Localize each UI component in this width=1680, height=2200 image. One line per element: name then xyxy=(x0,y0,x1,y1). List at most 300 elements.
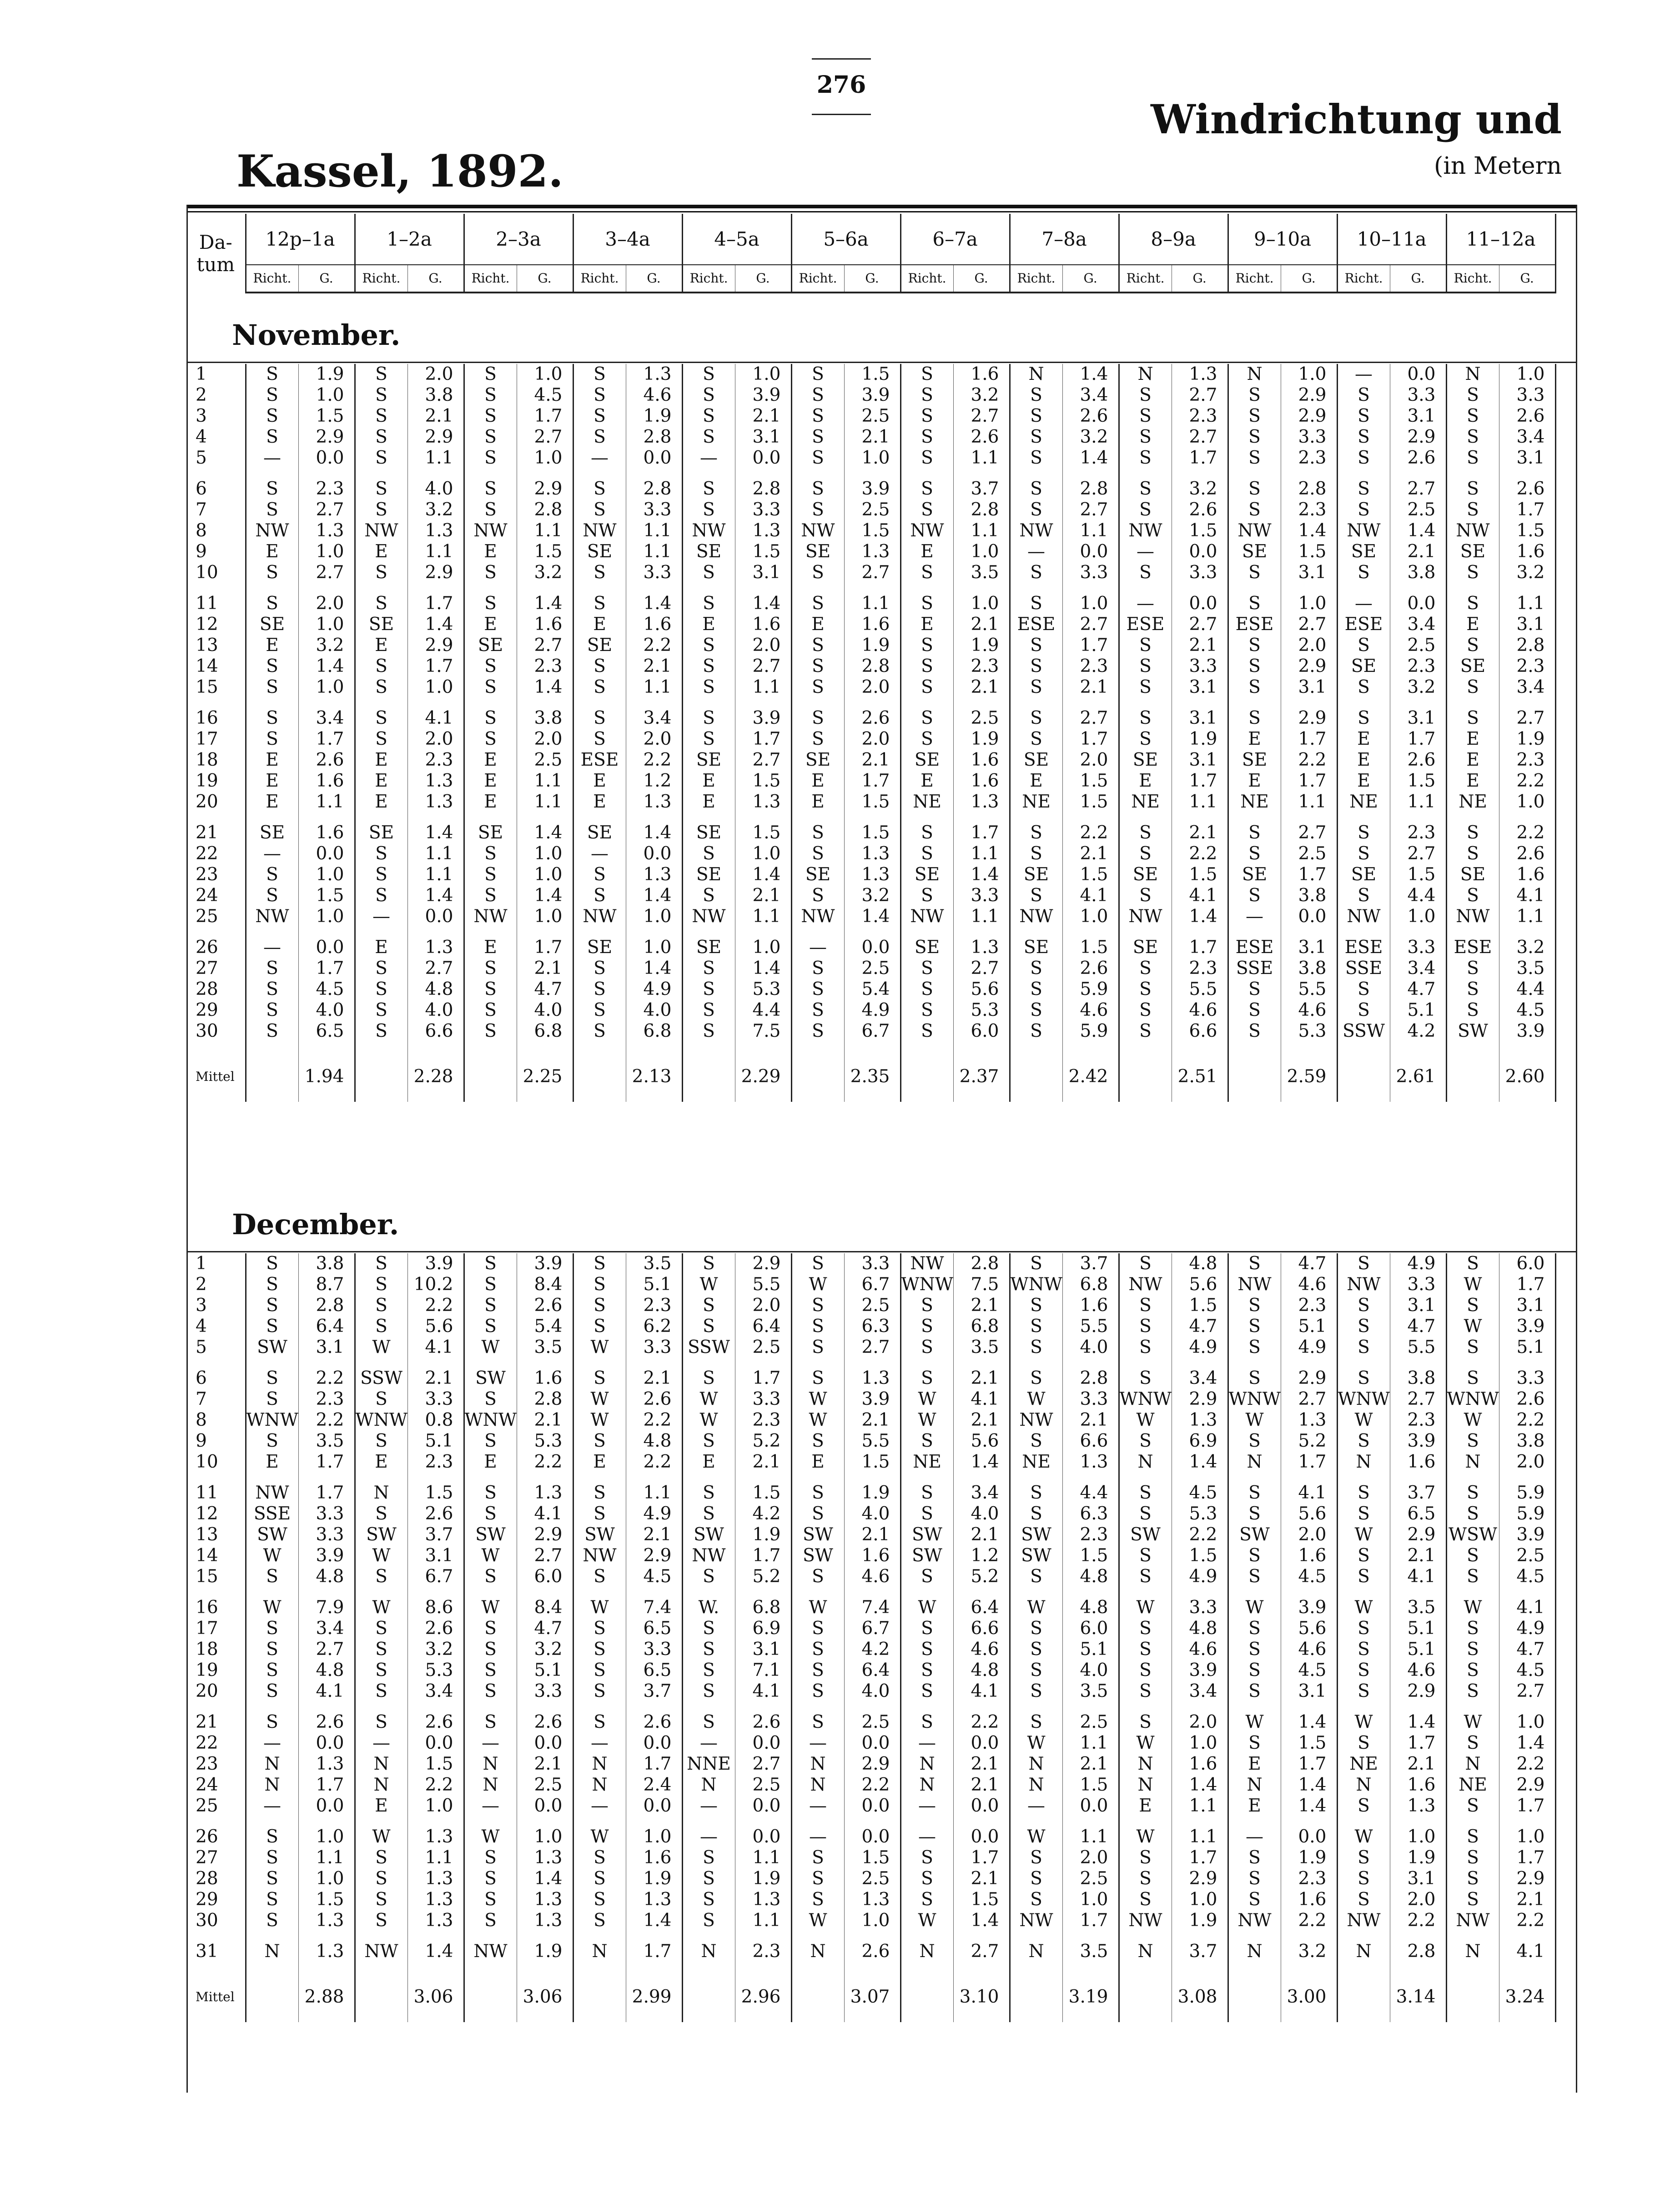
spacer-cell xyxy=(407,583,464,593)
direction-cell: E xyxy=(355,750,407,771)
direction-cell: S xyxy=(464,864,517,885)
richt-subheader: Richt. xyxy=(791,265,844,293)
direction-cell: S xyxy=(355,593,407,614)
speed-cell: 1.6 xyxy=(953,750,1010,771)
speed-cell: 1.0 xyxy=(298,677,355,698)
speed-cell: 2.9 xyxy=(1390,1681,1446,1702)
direction-cell: E xyxy=(355,792,407,812)
speed-cell: 2.1 xyxy=(844,427,900,448)
direction-cell: S xyxy=(1337,822,1390,843)
speed-cell: 1.5 xyxy=(844,1452,900,1473)
direction-cell: SE xyxy=(900,750,953,771)
speed-cell: 4.0 xyxy=(953,1504,1010,1524)
richt-subheader: Richt. xyxy=(1337,265,1390,293)
direction-cell: N xyxy=(1119,1941,1172,1962)
speed-cell: 2.5 xyxy=(1281,843,1337,864)
direction-cell: S xyxy=(464,843,517,864)
speed-cell: 1.5 xyxy=(1499,520,1555,541)
day-cell: 24 xyxy=(186,885,246,906)
spacer-cell xyxy=(573,1473,626,1483)
speed-cell: 2.0 xyxy=(407,729,464,750)
direction-cell: ESE xyxy=(1228,937,1281,958)
direction-cell: W xyxy=(900,1389,953,1410)
mittel-label: Mittel xyxy=(186,1052,246,1102)
spacer-cell xyxy=(1172,1702,1228,1712)
direction-cell: SSW xyxy=(1337,1021,1390,1042)
spacer-cell xyxy=(1281,698,1337,708)
direction-cell: S xyxy=(1446,1868,1499,1889)
direction-cell: S xyxy=(682,843,735,864)
direction-cell: N xyxy=(1119,1452,1172,1473)
spacer-cell xyxy=(1119,583,1172,593)
spacer-cell xyxy=(900,1358,953,1368)
spacer-cell xyxy=(1228,1817,1281,1827)
speed-cell: 2.7 xyxy=(735,750,791,771)
richt-subheader: Richt. xyxy=(682,265,735,293)
speed-cell: 1.0 xyxy=(626,937,682,958)
direction-cell: SE xyxy=(1010,750,1062,771)
speed-cell: 1.0 xyxy=(1390,1827,1446,1847)
direction-cell: S xyxy=(464,1021,517,1042)
speed-cell: 1.5 xyxy=(1172,1295,1228,1316)
direction-cell: S xyxy=(573,1847,626,1868)
speed-cell: 1.0 xyxy=(735,937,791,958)
speed-cell: 2.8 xyxy=(735,479,791,500)
speed-cell: 4.1 xyxy=(1281,1483,1337,1504)
speed-cell: 3.1 xyxy=(298,1337,355,1358)
spacer-cell xyxy=(1172,812,1228,822)
speed-cell: 1.5 xyxy=(1172,864,1228,885)
direction-cell: S xyxy=(246,1660,298,1681)
table-top-rule xyxy=(186,205,1577,208)
direction-cell: S xyxy=(1446,1889,1499,1910)
spacer-cell xyxy=(953,812,1010,822)
direction-cell: NNE xyxy=(682,1754,735,1775)
direction-cell: E xyxy=(682,771,735,792)
direction-cell: S xyxy=(1010,885,1062,906)
day-cell: 27 xyxy=(186,1847,246,1868)
speed-cell: 4.8 xyxy=(407,979,464,1000)
hour-header: 1–2a xyxy=(355,214,464,265)
direction-cell: — xyxy=(791,937,844,958)
speed-cell: 6.2 xyxy=(626,1316,682,1337)
spacer-cell xyxy=(1119,812,1172,822)
spacer-cell xyxy=(246,583,298,593)
spacer-cell xyxy=(407,1817,464,1827)
mittel-empty xyxy=(1446,1052,1499,1102)
speed-cell: 1.5 xyxy=(1062,771,1119,792)
direction-cell: S xyxy=(1446,593,1499,614)
spacer-cell xyxy=(1062,1587,1119,1597)
spacer-cell xyxy=(246,469,298,479)
direction-cell: SE xyxy=(1228,541,1281,562)
station-title: Kassel, 1892. xyxy=(236,146,563,197)
table-row xyxy=(186,1754,1555,1775)
speed-cell: 6.5 xyxy=(626,1660,682,1681)
direction-cell: S xyxy=(246,406,298,427)
speed-cell: 2.1 xyxy=(735,1452,791,1473)
speed-cell: 1.7 xyxy=(735,1368,791,1389)
richt-subheader: Richt. xyxy=(355,265,407,293)
direction-cell: E xyxy=(355,937,407,958)
speed-cell: 3.3 xyxy=(735,500,791,520)
speed-cell: 2.7 xyxy=(735,656,791,677)
direction-cell: S xyxy=(1446,562,1499,583)
speed-cell: 1.1 xyxy=(953,448,1010,469)
spacer-cell xyxy=(1337,1931,1390,1941)
mittel-empty xyxy=(1228,1972,1281,2022)
direction-cell: S xyxy=(1446,822,1499,843)
spacer-cell xyxy=(626,583,682,593)
direction-cell: S xyxy=(1337,1545,1390,1566)
speed-cell: 1.1 xyxy=(1062,520,1119,541)
speed-cell: 2.5 xyxy=(844,406,900,427)
direction-cell: NE xyxy=(1119,792,1172,812)
speed-cell: 3.4 xyxy=(1390,958,1446,979)
direction-cell: S xyxy=(246,1639,298,1660)
spacer-cell xyxy=(900,1962,953,1972)
direction-cell: W xyxy=(1446,1597,1499,1618)
direction-cell: SW xyxy=(1010,1524,1062,1545)
direction-cell: E xyxy=(246,1452,298,1473)
direction-cell: S xyxy=(1446,1431,1499,1452)
mittel-empty xyxy=(1337,1972,1390,2022)
g-subheader: G. xyxy=(844,265,900,293)
direction-cell: NE xyxy=(900,1452,953,1473)
mittel-value: 3.14 xyxy=(1390,1972,1446,2022)
speed-cell: 1.4 xyxy=(1172,1452,1228,1473)
spacer-cell xyxy=(464,469,517,479)
spacer-cell xyxy=(682,583,735,593)
speed-cell: 2.1 xyxy=(626,1524,682,1545)
direction-cell: SE xyxy=(682,541,735,562)
direction-cell: SE xyxy=(573,937,626,958)
direction-cell: S xyxy=(573,1295,626,1316)
direction-cell: S xyxy=(900,1316,953,1337)
direction-cell: S xyxy=(355,958,407,979)
speed-cell: 5.2 xyxy=(735,1431,791,1452)
direction-cell: W xyxy=(1119,1733,1172,1754)
speed-cell: 2.7 xyxy=(735,1754,791,1775)
speed-cell: 2.5 xyxy=(735,1337,791,1358)
spacer-cell xyxy=(1281,1702,1337,1712)
speed-cell: 2.8 xyxy=(517,500,573,520)
speed-cell: 2.6 xyxy=(517,1712,573,1733)
spacer-cell xyxy=(1228,812,1281,822)
direction-cell: NW xyxy=(355,1941,407,1962)
direction-cell: S xyxy=(355,1274,407,1295)
speed-cell: 5.5 xyxy=(844,1431,900,1452)
speed-cell: 6.8 xyxy=(626,1021,682,1042)
speed-cell: 1.3 xyxy=(407,520,464,541)
speed-cell: 4.4 xyxy=(1062,1483,1119,1504)
speed-cell: 3.2 xyxy=(953,385,1010,406)
direction-cell: NW xyxy=(246,520,298,541)
direction-cell: S xyxy=(464,1316,517,1337)
speed-cell: 1.4 xyxy=(1281,1712,1337,1733)
direction-cell: S xyxy=(900,708,953,729)
day-cell: 19 xyxy=(186,1660,246,1681)
day-cell: 29 xyxy=(186,1889,246,1910)
speed-cell: 1.0 xyxy=(1062,906,1119,927)
direction-cell: S xyxy=(900,677,953,698)
direction-cell: NW xyxy=(1337,906,1390,927)
direction-cell: S xyxy=(1228,1660,1281,1681)
speed-cell: 1.3 xyxy=(844,843,900,864)
speed-cell: 2.7 xyxy=(1281,1389,1337,1410)
speed-cell: 2.3 xyxy=(953,656,1010,677)
spacer-cell xyxy=(791,698,844,708)
speed-cell: 1.7 xyxy=(1281,1754,1337,1775)
direction-cell: S xyxy=(791,1337,844,1358)
direction-cell: WNW xyxy=(1010,1274,1062,1295)
speed-cell: 2.2 xyxy=(1172,1524,1228,1545)
hour-header: 12p–1a xyxy=(246,214,355,265)
speed-cell: 5.1 xyxy=(1281,1316,1337,1337)
speed-cell: 6.4 xyxy=(735,1316,791,1337)
speed-cell: 6.6 xyxy=(1062,1431,1119,1452)
direction-cell: E xyxy=(1228,1754,1281,1775)
speed-cell: 2.8 xyxy=(1281,479,1337,500)
spacer-cell xyxy=(1499,812,1555,822)
speed-cell: 4.0 xyxy=(1062,1337,1119,1358)
spacer-cell xyxy=(844,469,900,479)
spacer-cell xyxy=(573,1358,626,1368)
direction-cell: S xyxy=(1228,1295,1281,1316)
richt-subheader: Richt. xyxy=(1446,265,1499,293)
spacer-cell xyxy=(1119,1931,1172,1941)
speed-cell: 1.1 xyxy=(626,677,682,698)
speed-cell: 1.9 xyxy=(1390,1847,1446,1868)
direction-cell: S xyxy=(1446,1681,1499,1702)
direction-cell: SE xyxy=(1119,937,1172,958)
direction-cell: S xyxy=(682,635,735,656)
spacer-cell xyxy=(464,1702,517,1712)
direction-cell: S xyxy=(355,843,407,864)
table-row xyxy=(186,385,1555,406)
direction-cell: SE xyxy=(573,635,626,656)
speed-cell: 2.8 xyxy=(953,1253,1010,1274)
speed-cell: 2.5 xyxy=(953,708,1010,729)
spacer-cell xyxy=(1119,1473,1172,1483)
table-row xyxy=(186,448,1555,469)
day-cell: 10 xyxy=(186,562,246,583)
direction-cell: S xyxy=(1446,1618,1499,1639)
speed-cell: 4.8 xyxy=(298,1566,355,1587)
direction-cell: S xyxy=(246,364,298,385)
direction-cell: S xyxy=(573,864,626,885)
direction-cell: S xyxy=(1010,406,1062,427)
speed-cell: 1.4 xyxy=(626,822,682,843)
speed-cell: 2.1 xyxy=(953,1868,1010,1889)
speed-cell: 4.9 xyxy=(844,1000,900,1021)
direction-cell: S xyxy=(1228,1504,1281,1524)
direction-cell: — xyxy=(464,1733,517,1754)
speed-cell: 1.1 xyxy=(298,1847,355,1868)
speed-cell: 2.0 xyxy=(626,729,682,750)
spacer-cell xyxy=(735,812,791,822)
speed-cell: 4.9 xyxy=(1281,1337,1337,1358)
spacer-cell xyxy=(1390,1702,1446,1712)
speed-cell: 3.7 xyxy=(626,1681,682,1702)
direction-cell: S xyxy=(1119,1316,1172,1337)
spacer-cell xyxy=(355,1587,407,1597)
speed-cell: 2.3 xyxy=(1172,406,1228,427)
direction-cell: S xyxy=(1119,1566,1172,1587)
spacer-cell xyxy=(355,1358,407,1368)
direction-cell: E xyxy=(573,792,626,812)
speed-cell: 4.0 xyxy=(844,1504,900,1524)
g-subheader: G. xyxy=(407,265,464,293)
speed-cell: 3.3 xyxy=(1390,385,1446,406)
direction-cell: W xyxy=(1119,1597,1172,1618)
hour-header: 11–12a xyxy=(1446,214,1555,265)
direction-cell: S xyxy=(1446,385,1499,406)
direction-cell: S xyxy=(900,1337,953,1358)
speed-cell: 1.7 xyxy=(298,1483,355,1504)
speed-cell: 1.7 xyxy=(1390,1733,1446,1754)
direction-cell: WNW xyxy=(901,1274,953,1295)
direction-cell: S xyxy=(1010,1295,1062,1316)
direction-cell: E xyxy=(464,750,517,771)
direction-cell: S xyxy=(791,385,844,406)
speed-cell: 3.1 xyxy=(1281,1681,1337,1702)
direction-cell: S xyxy=(355,1910,407,1931)
direction-cell: S xyxy=(1010,822,1062,843)
spacer-cell xyxy=(791,1587,844,1597)
month-rule-december xyxy=(186,1251,1577,1252)
direction-cell: S xyxy=(246,1316,298,1337)
speed-cell: 1.3 xyxy=(626,864,682,885)
speed-cell: 1.1 xyxy=(1499,906,1555,927)
spacer-cell xyxy=(355,1962,407,1972)
table-row xyxy=(186,708,1555,729)
spacer-cell xyxy=(1172,1931,1228,1941)
direction-cell: S xyxy=(900,1868,953,1889)
spacer-cell xyxy=(682,927,735,937)
speed-cell: 0.0 xyxy=(298,1796,355,1817)
spacer-cell xyxy=(1337,1473,1390,1483)
speed-cell: 3.7 xyxy=(1062,1253,1119,1274)
spacer-cell xyxy=(186,1962,246,1972)
speed-cell: 2.7 xyxy=(517,427,573,448)
speed-cell: 1.7 xyxy=(407,656,464,677)
direction-cell: S xyxy=(1010,1660,1062,1681)
spacer-cell xyxy=(1010,698,1062,708)
speed-cell: 1.7 xyxy=(1062,729,1119,750)
speed-cell: 3.3 xyxy=(298,1504,355,1524)
direction-cell: S xyxy=(900,1566,953,1587)
speed-cell: 4.1 xyxy=(1390,1566,1446,1587)
spacer-cell xyxy=(1446,1587,1499,1597)
spacer-cell xyxy=(682,1042,735,1052)
direction-cell: S xyxy=(246,1868,298,1889)
direction-cell: WNW xyxy=(1338,1389,1390,1409)
direction-cell: — xyxy=(1337,364,1390,385)
spacer-cell xyxy=(1119,1358,1172,1368)
spacer-cell xyxy=(900,812,953,822)
spacer-cell xyxy=(1446,1042,1499,1052)
speed-cell: 1.5 xyxy=(298,885,355,906)
direction-cell: S xyxy=(464,677,517,698)
direction-cell: SE xyxy=(355,614,407,635)
spacer-cell xyxy=(626,1962,682,1972)
speed-cell: 2.8 xyxy=(1062,1368,1119,1389)
speed-cell: 5.3 xyxy=(407,1660,464,1681)
speed-cell: 1.4 xyxy=(735,593,791,614)
direction-cell: S xyxy=(573,656,626,677)
speed-cell: 1.0 xyxy=(298,1868,355,1889)
speed-cell: 2.1 xyxy=(953,614,1010,635)
spacer-cell xyxy=(1499,1702,1555,1712)
direction-cell: S xyxy=(1010,1021,1062,1042)
spacer-cell xyxy=(735,1702,791,1712)
day-cell: 30 xyxy=(186,1910,246,1931)
speed-cell: 1.4 xyxy=(1281,1775,1337,1796)
direction-cell: E xyxy=(355,771,407,792)
spacer-cell xyxy=(844,1702,900,1712)
direction-cell: SW xyxy=(355,1524,407,1545)
direction-cell: SSW xyxy=(682,1337,735,1358)
direction-cell: S xyxy=(791,1868,844,1889)
speed-cell: 5.2 xyxy=(953,1566,1010,1587)
direction-cell: NW xyxy=(1228,520,1281,541)
direction-cell: S xyxy=(791,1681,844,1702)
direction-cell: S xyxy=(682,1681,735,1702)
speed-cell: 2.1 xyxy=(953,1368,1010,1389)
speed-cell: 1.4 xyxy=(407,1941,464,1962)
speed-cell: 1.1 xyxy=(298,792,355,812)
direction-cell: S xyxy=(682,1368,735,1389)
speed-cell: 2.0 xyxy=(1281,1524,1337,1545)
direction-cell: W xyxy=(573,1597,626,1618)
day-cell: 16 xyxy=(186,1597,246,1618)
day-cell: 26 xyxy=(186,1827,246,1847)
speed-cell: 5.1 xyxy=(1062,1639,1119,1660)
spacer-cell xyxy=(407,469,464,479)
direction-cell: S xyxy=(464,562,517,583)
spacer-cell xyxy=(1337,1587,1390,1597)
direction-cell: N xyxy=(573,1775,626,1796)
direction-cell: S xyxy=(246,729,298,750)
spacer-cell xyxy=(186,1358,246,1368)
day-cell: 26 xyxy=(186,937,246,958)
direction-cell: S xyxy=(682,500,735,520)
speed-cell: 1.6 xyxy=(517,1368,573,1389)
speed-cell: 2.7 xyxy=(1172,427,1228,448)
speed-cell: 0.8 xyxy=(407,1410,464,1431)
speed-cell: 1.7 xyxy=(1172,937,1228,958)
direction-cell: — xyxy=(355,1733,407,1754)
spacer-cell xyxy=(573,698,626,708)
speed-cell: 1.4 xyxy=(517,885,573,906)
speed-cell: 1.4 xyxy=(735,958,791,979)
spacer-cell xyxy=(464,1817,517,1827)
hour-header: 9–10a xyxy=(1228,214,1337,265)
direction-cell: S xyxy=(573,1368,626,1389)
direction-cell: W xyxy=(791,1389,844,1410)
direction-cell: S xyxy=(464,1504,517,1524)
table-row xyxy=(186,1368,1555,1389)
direction-cell: S xyxy=(1337,1618,1390,1639)
mittel-empty xyxy=(1119,1052,1172,1102)
g-subheader: G. xyxy=(735,265,791,293)
direction-cell: S xyxy=(1228,479,1281,500)
speed-cell: 2.9 xyxy=(1281,1368,1337,1389)
speed-cell: 2.3 xyxy=(298,479,355,500)
direction-cell: S xyxy=(1337,1483,1390,1504)
speed-cell: 1.4 xyxy=(1172,1775,1228,1796)
